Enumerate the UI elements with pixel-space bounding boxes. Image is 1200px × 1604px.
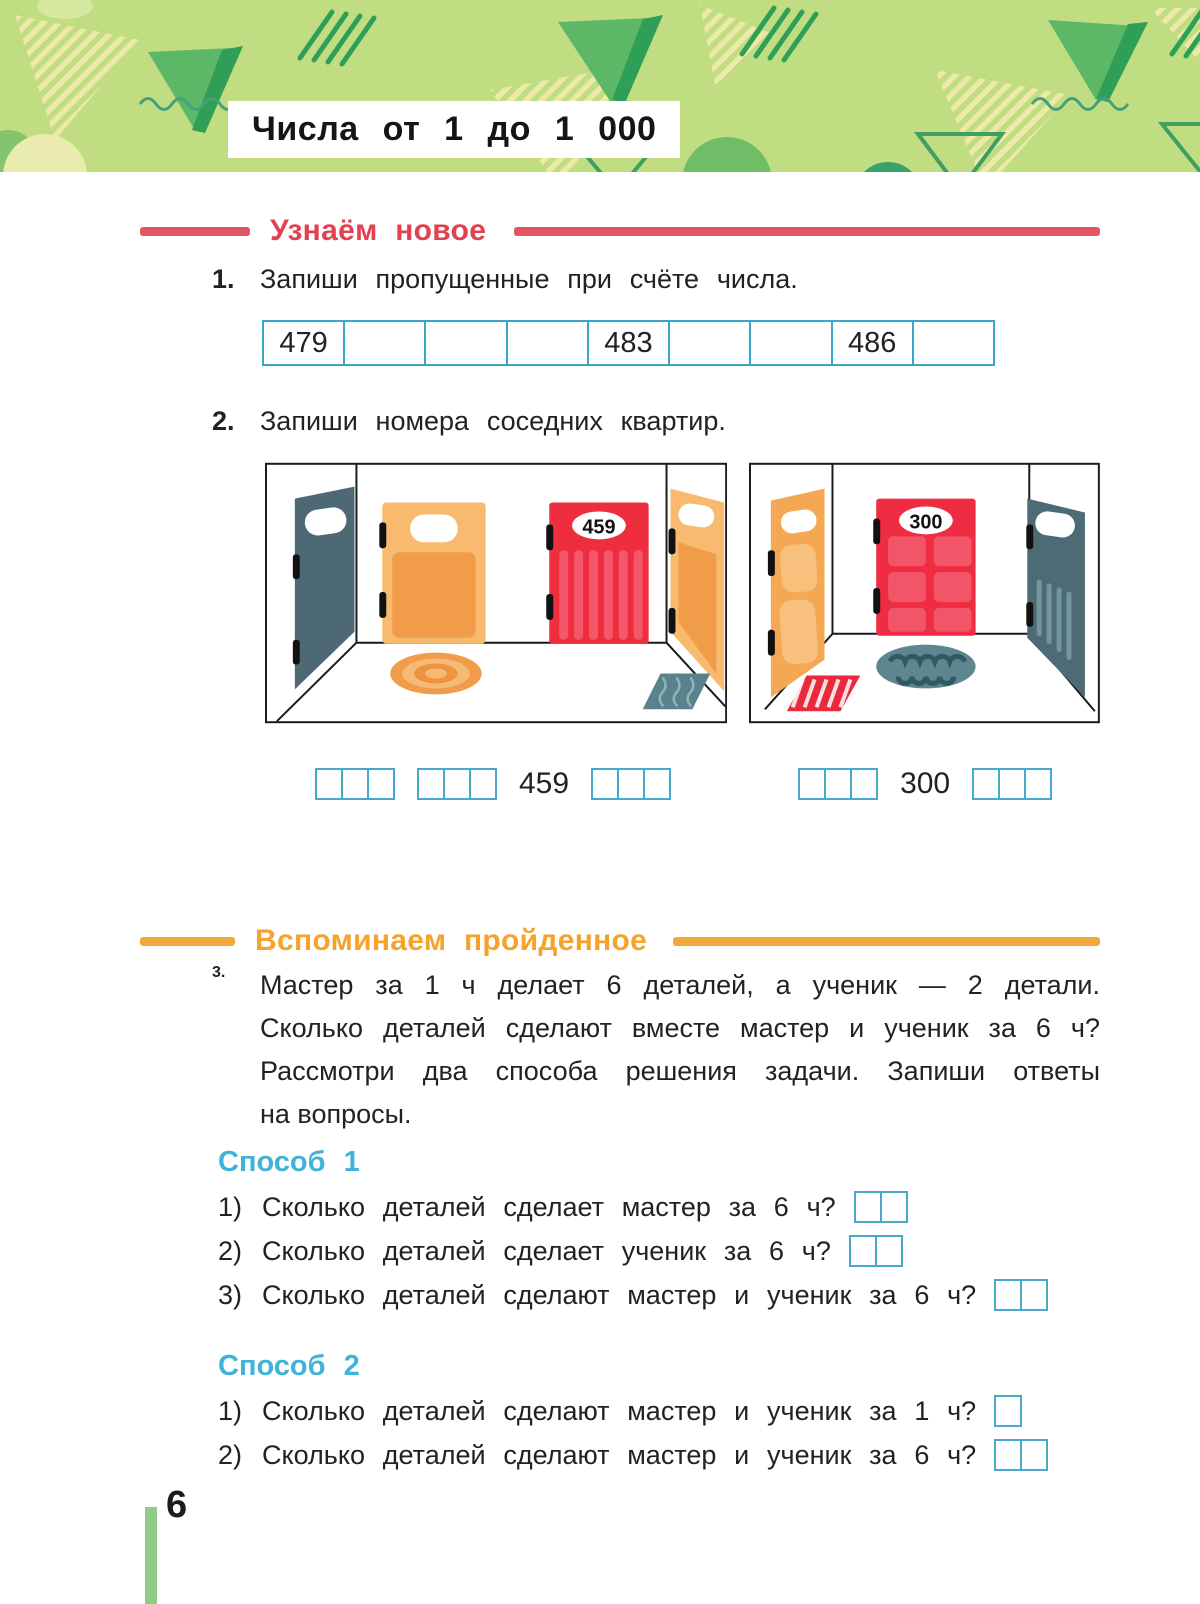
question-text: Сколько деталей сделает ученик за 6 ч? [262,1236,831,1266]
answer-cell[interactable] [469,768,497,800]
answer-box [591,768,671,800]
answer-row-459 [315,768,671,800]
answer-row-300 [798,768,1052,800]
answer-cell[interactable] [417,768,445,800]
apartment-number-label: 300 [900,767,951,800]
answer-box [417,768,497,800]
task3-text [260,964,1100,1136]
answer-box [994,1279,1048,1311]
section-rule-left [140,937,235,946]
answer-cell[interactable] [850,768,878,800]
question-row [218,1234,1100,1268]
ellipse-icon [37,0,93,19]
answer-cell[interactable] [998,768,1026,800]
question-text: Сколько деталей сделают мастер и ученик за 6 ч? [262,1440,977,1470]
strip-cell-empty[interactable] [751,322,832,364]
apartment-answer-rows [315,768,1100,800]
question-row [218,1278,1100,1312]
question-number: 1) [218,1396,243,1426]
question-text: Сколько деталей сделают мастер и ученик за 1 ч? [262,1396,977,1426]
strip-cell-filled: 486 [833,322,914,364]
red-door-icon [873,499,975,636]
question-row [218,1190,1100,1224]
apartment-number-label: 459 [519,767,570,800]
strip-cell-empty[interactable] [345,322,426,364]
strip-cell-empty[interactable] [914,322,993,364]
answer-box [972,768,1052,800]
chapter-title: Числа от 1 до 1 000 [252,110,657,148]
corridor-illustrations [265,462,1100,724]
task1-text: Запиши пропущенные при счёте числа. [260,264,798,294]
number-strip [262,320,995,366]
question-row [218,1438,1100,1472]
chapter-header [0,0,1200,172]
chapter-title-box [228,101,680,158]
question-number: 1) [218,1192,243,1222]
answer-cell[interactable] [854,1191,882,1223]
method-1 [140,1144,1100,1312]
task3-text-line: Рассмотри два способа решения задачи. Запиши ответы [260,1056,1100,1086]
section-recall-header [140,922,1100,960]
task2-number: 2. [212,406,235,436]
methods [140,1144,1100,1472]
answer-cell[interactable] [994,1279,1022,1311]
answer-cell[interactable] [341,768,369,800]
question-text: Сколько деталей сделают мастер и ученик за 6 ч? [262,1280,977,1310]
corridor-illustration-1 [265,462,727,724]
task3-text-line: Мастер за 1 ч делает 6 деталей, а ученик — 2 детали. [260,970,1100,1000]
answer-cell[interactable] [367,768,395,800]
answer-cell[interactable] [643,768,671,800]
question-number: 2) [218,1236,243,1266]
question-text: Сколько деталей сделает мастер за 6 ч? [262,1192,836,1222]
door-number-459: 459 [582,516,616,539]
task2 [140,404,1100,438]
answer-cell[interactable] [880,1191,908,1223]
answer-cell[interactable] [315,768,343,800]
answer-cell[interactable] [994,1439,1022,1471]
corridor-illustration-2 [749,462,1100,724]
method-title: Способ 2 [218,1350,360,1382]
answer-cell[interactable] [849,1235,877,1267]
answer-box [994,1439,1048,1471]
question-row [218,1394,1100,1428]
question-number: 2) [218,1440,243,1470]
page-number-bar [145,1507,157,1604]
section-rule-right [673,937,1100,946]
answer-cell[interactable] [1020,1279,1048,1311]
answer-cell[interactable] [443,768,471,800]
section-rule-right [514,227,1100,236]
answer-box [994,1395,1022,1427]
hatched-triangle-icon [15,15,140,140]
answer-cell[interactable] [1020,1439,1048,1471]
section-rule-left [140,227,250,236]
answer-cell[interactable] [1024,768,1052,800]
method-2 [140,1348,1100,1472]
page-content [0,212,1200,1472]
method-title: Способ 1 [218,1146,360,1178]
task3 [212,964,1100,1136]
strip-cell-empty[interactable] [508,322,589,364]
strip-cell-filled: 479 [264,322,345,364]
answer-cell[interactable] [972,768,1000,800]
answer-cell[interactable] [591,768,619,800]
door-number-300: 300 [909,511,943,534]
strip-cell-empty[interactable] [670,322,751,364]
round-rug-icon [390,653,481,695]
page-number: 6 [166,1484,188,1526]
orange-door-icon [379,503,485,644]
section-learn-new-header [140,212,1100,250]
answer-cell[interactable] [994,1395,1022,1427]
answer-box [849,1235,903,1267]
task1-number: 1. [212,264,235,294]
task2-text: Запиши номера соседних квартир. [260,406,726,436]
section-title: Вспоминаем пройденное [255,924,648,957]
answer-cell[interactable] [875,1235,903,1267]
answer-cell[interactable] [798,768,826,800]
hatched-triangle-icon [935,70,1070,172]
circle-icon [682,137,772,172]
task3-text-line: Сколько деталей сделают вместе мастер и ученик за 6 ч? [260,1013,1100,1043]
stripes-icon [300,12,374,64]
strip-cell-filled: 483 [589,322,670,364]
task1 [140,262,1100,296]
question-number: 3) [218,1280,243,1310]
answer-cell[interactable] [824,768,852,800]
answer-cell[interactable] [617,768,645,800]
task3-text-line: на вопросы. [260,1099,412,1129]
outline-triangle-icon [1162,124,1200,172]
answer-box [798,768,878,800]
red-door-icon [546,503,648,644]
answer-box [854,1191,908,1223]
answer-box [315,768,395,800]
task3-number: 3. [212,964,226,981]
strip-cell-empty[interactable] [426,322,507,364]
circle-icon [854,162,922,172]
section-title: Узнаём новое [270,214,487,247]
oval-rug-icon [876,645,975,689]
